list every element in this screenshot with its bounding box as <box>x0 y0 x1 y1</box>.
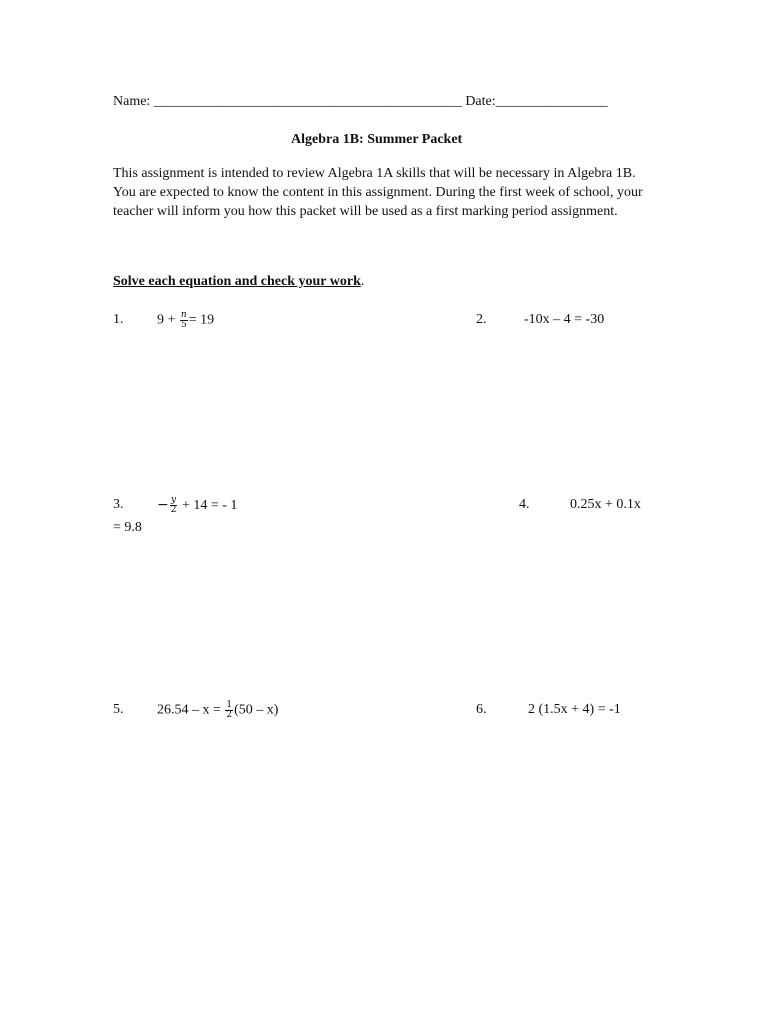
instructions <box>113 273 364 291</box>
fraction-numerator: y <box>171 495 177 506</box>
problem-equation: 0.25x + 0.1x <box>570 497 641 512</box>
problem-number: 5. <box>113 702 124 717</box>
problem-equation: -10x – 4 = -30 <box>524 312 605 327</box>
problem-number: 3. <box>113 497 124 512</box>
fraction-denominator: 2 <box>226 710 233 720</box>
fraction <box>170 496 178 515</box>
page-title: Algebra 1B: Summer Packet <box>291 132 463 147</box>
equation-part: = 19 <box>188 312 215 328</box>
problem-equation <box>157 496 237 515</box>
instructions-text: Solve each equation and check your work <box>113 274 361 289</box>
intro-paragraph: This assignment is intended to review Algebra 1A skills that will be necessary in Algebra 1B. You are expected to know the content in this assignment. During the first week of school, your teacher will inform you how this packet will be used as a first marking period assignment. <box>113 166 643 219</box>
problem-number: 1. <box>113 312 124 327</box>
fraction-numerator: 1 <box>226 700 233 710</box>
problem-equation <box>157 701 278 720</box>
fraction <box>180 311 188 330</box>
problem-equation: 2 (1.5x + 4) = -1 <box>528 702 621 717</box>
equation-part: 9 + <box>157 312 179 328</box>
fraction-numerator: n <box>180 310 187 320</box>
problem-number: 2. <box>476 312 487 327</box>
name-date-line: Name: ____________________________________________ Date:________________ <box>113 94 608 109</box>
fraction-denominator: 5 <box>180 320 187 330</box>
equation-part: + 14 = - 1 <box>178 498 238 513</box>
equation-part: (50 – x) <box>234 702 279 718</box>
problem-equation <box>157 311 214 330</box>
fraction <box>225 701 233 720</box>
equation-part: 26.54 – x = <box>157 702 225 718</box>
equation-part: − <box>157 497 169 513</box>
instructions-period: . <box>360 274 365 289</box>
stray-text: = 9.8 <box>113 520 142 535</box>
problem-number: 6. <box>476 702 487 717</box>
fraction-denominator: 2 <box>170 505 177 516</box>
problem-number: 4. <box>519 497 530 512</box>
